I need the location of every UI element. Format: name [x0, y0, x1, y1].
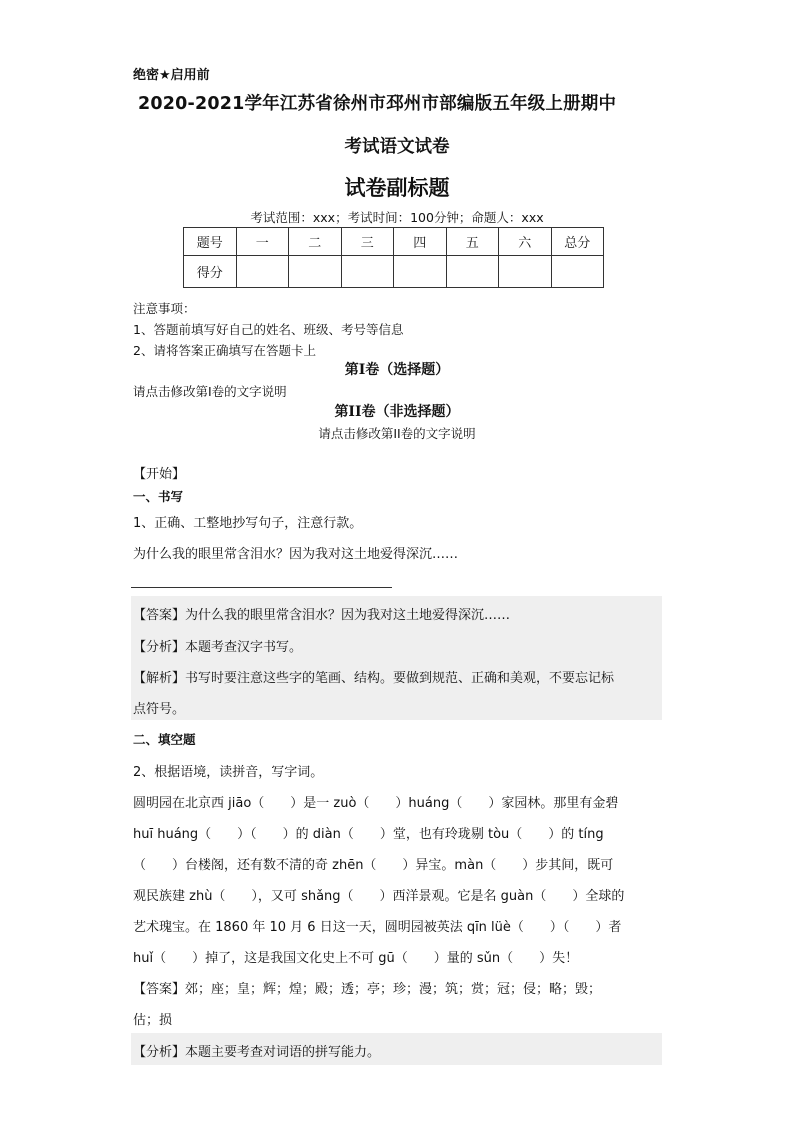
- writing-line[interactable]: [131, 587, 392, 588]
- part2-heading: 二、填空题: [133, 732, 196, 747]
- answer-2-line1: 【答案】郊；座；皇；辉；煌；殿；透；亭；珍；漫；筑；赏；冠；侵；略；毁；: [133, 982, 602, 997]
- copy-sentence: 为什么我的眼里常含泪水？因为我对这土地爱得深沉……: [133, 547, 459, 562]
- exam-title-line1: 2020-2021学年江苏省徐州市邳州市部编版五年级上册期中: [138, 94, 617, 114]
- score-input-cell[interactable]: [341, 256, 394, 288]
- score-table-header-row: [184, 228, 604, 256]
- score-table-score-row: [184, 256, 604, 288]
- fill-line: huī huáng（ ）（ ）的 diàn（ ）堂，也有玲珑剔 tòu（ ）的 tíng: [133, 827, 604, 842]
- analysis-2: 【分析】本题主要考查对词语的拼写能力。: [133, 1045, 381, 1060]
- fill-line: 圆明园在北京西 jiāo（ ）是一 zuò（ ）huáng（ ）家园林。那里有金碧: [133, 796, 619, 811]
- question-2: 2、根据语境，读拼音，写字词。: [133, 765, 324, 780]
- section2-desc[interactable]: 请点击修改第II卷的文字说明: [318, 426, 476, 441]
- score-table-cell: 一: [236, 228, 289, 256]
- notice-item: 2、请将答案正确填写在答题卡上: [133, 343, 316, 358]
- section1-title: 第I卷（选择题）: [344, 362, 450, 378]
- score-input-cell[interactable]: [446, 256, 499, 288]
- score-row-label: 得分: [184, 256, 237, 288]
- score-input-cell[interactable]: [394, 256, 447, 288]
- explain-1-line1: 【解析】书写时要注意这些字的笔画、结构。要做到规范、正确和美观，不要忘记标: [133, 671, 615, 686]
- score-table-cell: 四: [394, 228, 447, 256]
- score-input-cell[interactable]: [289, 256, 342, 288]
- question-1: 1、正确、工整地抄写句子，注意行款。: [133, 516, 363, 531]
- section2-title: 第II卷（非选择题）: [334, 404, 460, 420]
- notice-item: 1、答题前填写好自己的姓名、班级、考号等信息: [133, 322, 404, 337]
- fill-line: huǐ（ ）掉了，这是我国文化史上不可 gū（ ）量的 sǔn（ ）失！: [133, 951, 579, 966]
- score-table: [183, 227, 604, 288]
- score-table-cell: 总分: [551, 228, 604, 256]
- score-table-cell: 六: [499, 228, 552, 256]
- score-input-cell[interactable]: [236, 256, 289, 288]
- explain-1-line2: 点符号。: [133, 702, 186, 717]
- score-table-cell: 题号: [184, 228, 237, 256]
- score-table-cell: 三: [341, 228, 394, 256]
- score-table-cell: 二: [289, 228, 342, 256]
- start-marker: 【开始】: [133, 467, 186, 482]
- exam-meta: 考试范围：xxx；考试时间：100分钟；命题人：xxx: [250, 210, 544, 225]
- answer-1: 【答案】为什么我的眼里常含泪水？因为我对这土地爱得深沉……: [133, 608, 511, 623]
- analysis-1: 【分析】本题考查汉字书写。: [133, 640, 303, 655]
- section1-desc[interactable]: 请点击修改第I卷的文字说明: [133, 384, 287, 399]
- score-table-cell: 五: [446, 228, 499, 256]
- score-input-cell[interactable]: [551, 256, 604, 288]
- exam-subtitle: 试卷副标题: [344, 176, 450, 200]
- exam-title-line2: 考试语文试卷: [344, 137, 450, 157]
- fill-line: 观民族建 zhù（ ），又可 shǎng（ ）西洋景观。它是名 guàn（ ）全球的: [133, 889, 625, 904]
- secret-label: 绝密★启用前: [133, 68, 210, 83]
- fill-line: 艺术瑰宝。在 1860 年 10 月 6 日这一天，圆明园被英法 qīn lüè（ ）（ ）者: [133, 920, 622, 935]
- part1-heading: 一、书写: [133, 489, 184, 504]
- score-input-cell[interactable]: [499, 256, 552, 288]
- fill-line: （ ）台楼阁，还有数不清的奇 zhēn（ ）异宝。màn（ ）步其间，既可: [133, 858, 614, 873]
- notice-title: 注意事项：: [133, 301, 196, 316]
- answer-2-line2: 估；损: [133, 1013, 173, 1028]
